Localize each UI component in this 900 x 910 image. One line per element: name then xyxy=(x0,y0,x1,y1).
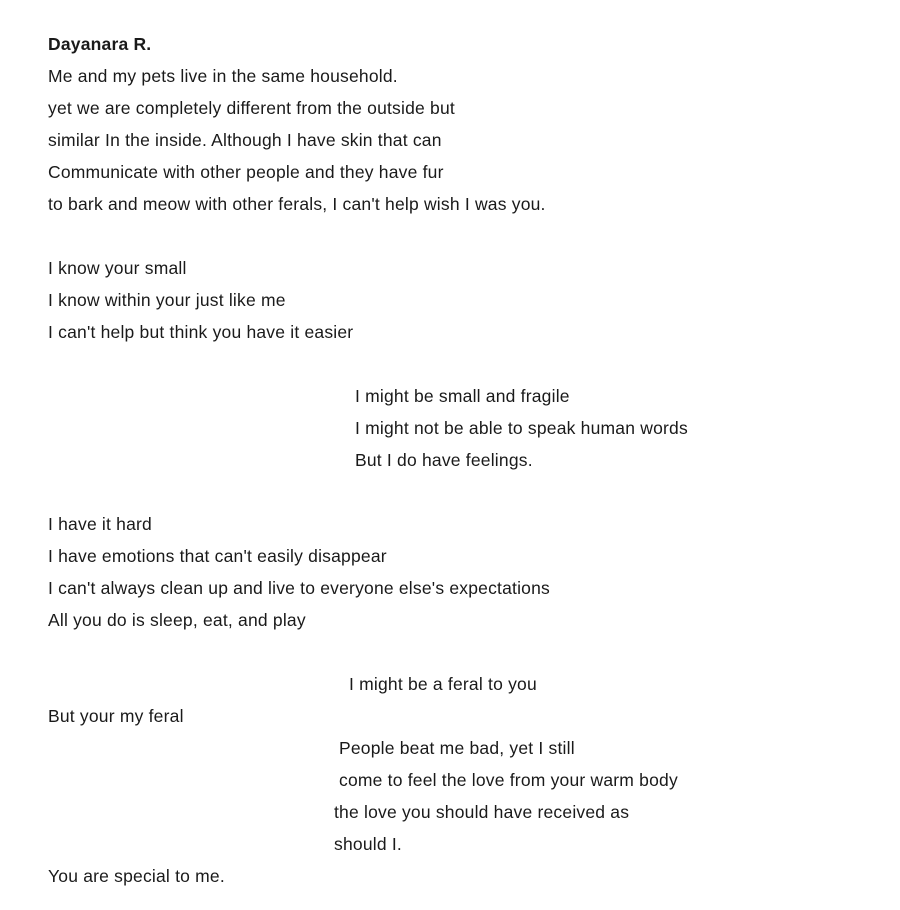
poem-line: come to feel the love from your warm body xyxy=(339,770,678,790)
poem-line: similar In the inside. Although I have skin that can xyxy=(48,130,442,150)
poem-line: I know within your just like me xyxy=(48,290,286,310)
poem-line: I might be a feral to you xyxy=(349,674,537,694)
poem-line: I have emotions that can't easily disappear xyxy=(48,546,387,566)
poem-line: yet we are completely different from the outside but xyxy=(48,98,455,118)
poem-line: should I. xyxy=(334,834,402,854)
poem-line: I know your small xyxy=(48,258,187,278)
poem-line: Me and my pets live in the same household. xyxy=(48,66,398,86)
poem-line: I have it hard xyxy=(48,514,152,534)
poem-line: But your my feral xyxy=(48,706,184,726)
poem-line: People beat me bad, yet I still xyxy=(339,738,575,758)
poem-line: Communicate with other people and they have fur xyxy=(48,162,444,182)
poem-line: I might not be able to speak human words xyxy=(355,418,688,438)
author-name: Dayanara R. xyxy=(48,34,152,54)
poem-line: the love you should have received as xyxy=(334,802,630,822)
poem-line: I can't help but think you have it easier xyxy=(48,322,354,342)
poem-line: I might be small and fragile xyxy=(355,386,570,406)
poem-line: But I do have feelings. xyxy=(355,450,533,470)
poem-line: You are special to me. xyxy=(48,866,225,886)
poem-line: I can't always clean up and live to everyone else's expectations xyxy=(48,578,550,598)
poem-line: to bark and meow with other ferals, I can't help wish I was you. xyxy=(48,194,546,214)
poem-line: All you do is sleep, eat, and play xyxy=(48,610,306,630)
